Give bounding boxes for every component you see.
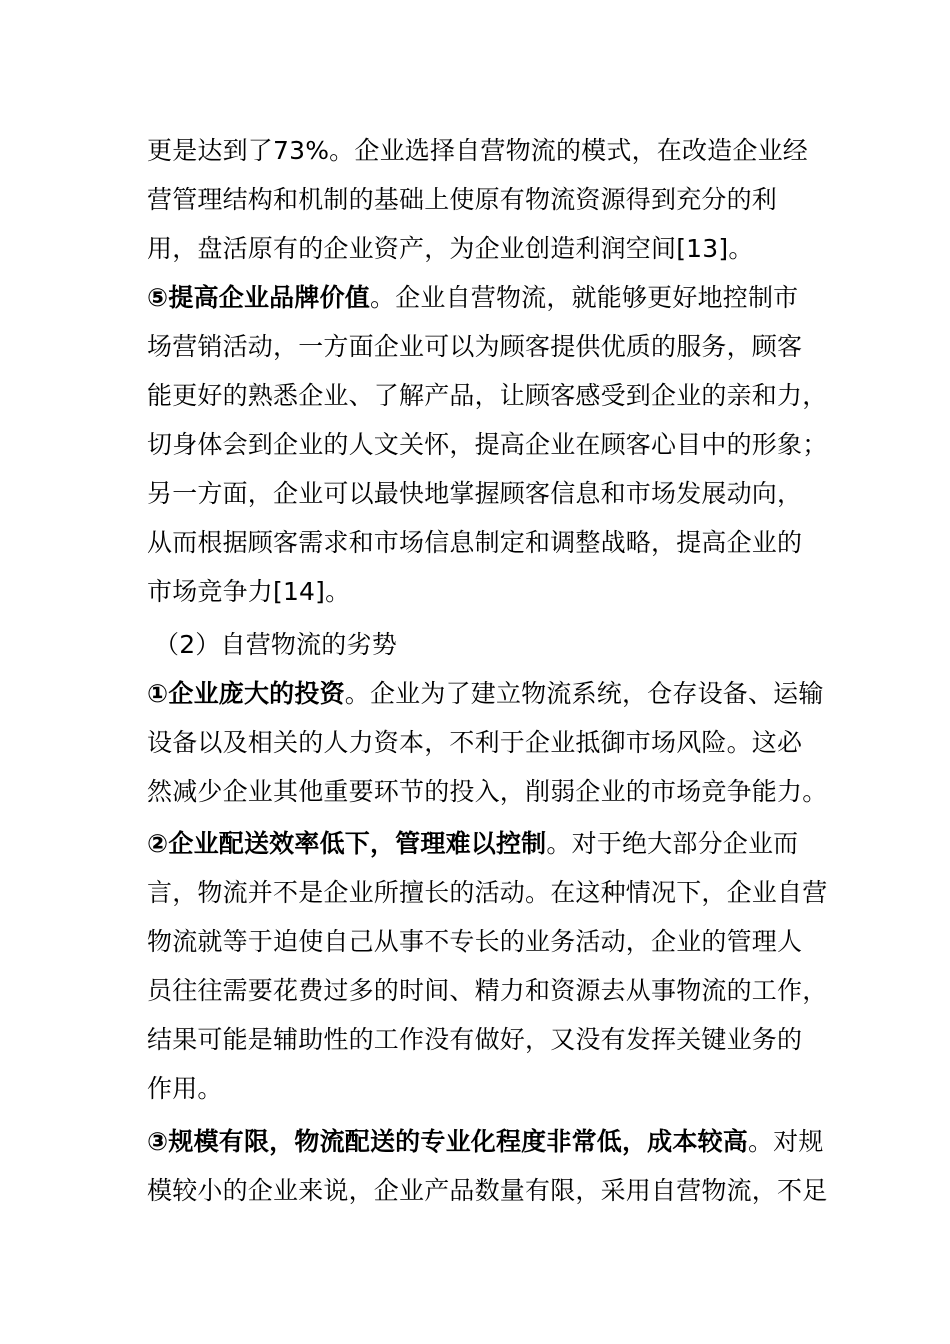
paragraph-line (147, 280, 847, 316)
line-text: 市场竞争力[14]。 (147, 577, 351, 606)
line-text: 物流就等于迫使自己从事不专长的业务活动，企业的管理人 (147, 927, 803, 956)
paragraph-line (147, 476, 847, 512)
line-text: 作用。 (147, 1074, 223, 1103)
line-text: 场营销活动，一方面企业可以为顾客提供优质的服务，顾客 (147, 332, 803, 361)
line-text: 能更好的熟悉企业、了解产品，让顾客感受到企业的亲和力， (147, 381, 828, 410)
line-text: 然减少企业其他重要环节的投入，削弱企业的市场竞争能力。 (147, 777, 828, 806)
line-text: 设备以及相关的人力资本，不利于企业抵御市场风险。这必 (147, 728, 803, 757)
section-heading (154, 627, 854, 663)
line-text: 切身体会到企业的人文关怀，提高企业在顾客心目中的形象； (147, 430, 828, 459)
line-text: 结果可能是辅助性的工作没有做好，又没有发挥关键业务的 (147, 1025, 803, 1054)
paragraph-line (147, 725, 847, 761)
line-text: 模较小的企业来说，企业产品数量有限，采用自营物流，不足 (147, 1176, 828, 1205)
line-text: 。对于绝大部分企业而 (546, 829, 799, 858)
paragraph-line (147, 826, 847, 862)
paragraph-line (147, 231, 847, 267)
paragraph-line (147, 1071, 847, 1107)
paragraph-line (147, 133, 847, 169)
paragraph-line (147, 427, 847, 463)
line-text: 。企业自营物流，就能够更好地控制市 (369, 283, 799, 312)
line-text: 员往往需要花费过多的时间、精力和资源去从事物流的工作， (147, 976, 828, 1005)
line-text: 言，物流并不是企业所擅长的活动。在这种情况下，企业自营 (147, 878, 828, 907)
bold-heading: ①企业庞大的投资 (147, 679, 345, 708)
line-text: 更是达到了73%。企业选择自营物流的模式，在改造企业经 (147, 136, 808, 165)
line-text: 。对规 (747, 1127, 824, 1156)
paragraph-line (147, 973, 847, 1009)
line-text: 用，盘活原有的企业资产，为企业创造利润空间[13]。 (147, 234, 754, 263)
paragraph-line (147, 1173, 847, 1209)
bold-heading: ⑤提高企业品牌价值 (147, 283, 370, 312)
line-text: 营管理结构和机制的基础上使原有物流资源得到充分的利 (147, 185, 778, 214)
paragraph-line (147, 525, 847, 561)
paragraph-line (147, 1124, 847, 1160)
bold-heading: ③规模有限，物流配送的专业化程度非常低，成本较高 (147, 1127, 748, 1156)
line-text: 。企业为了建立物流系统，仓存设备、运输 (344, 679, 824, 708)
paragraph-line (147, 329, 847, 365)
paragraph-line (147, 924, 847, 960)
paragraph-line (147, 676, 847, 712)
paragraph-line (147, 1022, 847, 1058)
line-text: 从而根据顾客需求和市场信息制定和调整战略，提高企业的 (147, 528, 803, 557)
bold-heading: ②企业配送效率低下，管理难以控制 (147, 829, 547, 858)
paragraph-line (147, 574, 847, 610)
paragraph-line (147, 875, 847, 911)
line-text: （2）自营物流的劣势 (154, 630, 397, 659)
paragraph-line (147, 774, 847, 810)
paragraph-line (147, 182, 847, 218)
line-text: 另一方面，企业可以最快地掌握顾客信息和市场发展动向， (147, 479, 803, 508)
paragraph-line (147, 378, 847, 414)
